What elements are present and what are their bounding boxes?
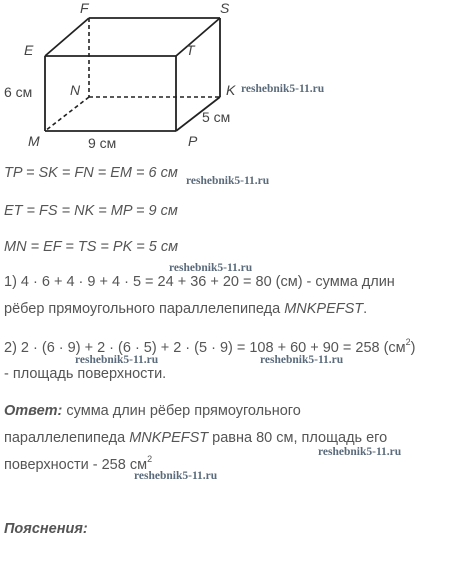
edge-ef [45, 18, 89, 56]
answer-line-3 [4, 455, 152, 475]
dim-height-label: 6 см [4, 84, 33, 100]
step1-continuation [4, 299, 367, 319]
edges-width-line: MN = EF = TS = PK = 5 см [4, 239, 179, 255]
answer-figure-name: MNKPEFST [129, 430, 209, 446]
vertex-label-k: K [226, 82, 236, 98]
watermark: reshebnik5-11.ru [186, 175, 270, 187]
vertex-label-n: N [70, 82, 81, 98]
vertex-label-f: F [80, 0, 89, 16]
answer-text-1: сумма длин рёбер прямоугольного [62, 403, 301, 419]
dim-length-label: 9 см [88, 135, 117, 151]
step1-figure-name: MNKPEFST [284, 301, 364, 317]
step1-line: 1) 4 · 6 + 4 · 9 + 4 · 5 = 24 + 36 + 20 = 80 (см) - сумма длин [4, 274, 395, 290]
vertex-label-p: P [188, 133, 198, 149]
step2-line [4, 338, 416, 358]
explanations-heading [4, 519, 88, 539]
edge-ts [176, 18, 220, 56]
edges-length-line: ET = FS = NK = MP = 9 см [4, 203, 178, 219]
answer-line-1 [4, 401, 301, 421]
watermark: reshebnik5-11.ru [241, 83, 325, 95]
watermark: reshebnik5-11.ru [318, 446, 402, 458]
vertex-label-m: M [28, 133, 40, 149]
watermark: reshebnik5-11.ru [134, 470, 218, 482]
answer-text-2-pre: параллелепипеда [4, 430, 130, 446]
watermark: reshebnik5-11.ru [260, 354, 344, 366]
step2-text: 2) 2 · (6 · 9) + 2 · (6 · 5) + 2 · (5 · 9) = 108 + 60 + 90 = 258 (см [4, 340, 406, 356]
answer-text-3: поверхности - 258 см [4, 457, 148, 473]
step1-period: . [363, 301, 368, 317]
step1-cont-text: рёбер прямоугольного параллелепипеда [4, 301, 285, 317]
watermark: reshebnik5-11.ru [75, 354, 159, 366]
edge-mn [45, 97, 89, 131]
vertex-label-t: T [186, 42, 195, 58]
step2-continuation: - площадь поверхности. [4, 366, 167, 382]
edges-height-line: TP = SK = FN = EM = 6 см [4, 165, 178, 181]
explanations-label: Пояснения: [4, 521, 88, 537]
answer-line-2 [4, 428, 387, 448]
parallelepiped-figure [0, 0, 453, 160]
step2-close: ) [410, 340, 416, 356]
watermark: reshebnik5-11.ru [169, 262, 253, 274]
dim-width-label: 5 см [202, 109, 231, 125]
vertex-label-e: E [24, 42, 34, 58]
answer-text-2-post: равна 80 см, площадь его [208, 430, 388, 446]
answer-label: Ответ: [4, 403, 63, 419]
step2-sup: 2 [405, 337, 411, 347]
answer-sup: 2 [147, 454, 153, 464]
vertex-label-s: S [220, 0, 230, 16]
